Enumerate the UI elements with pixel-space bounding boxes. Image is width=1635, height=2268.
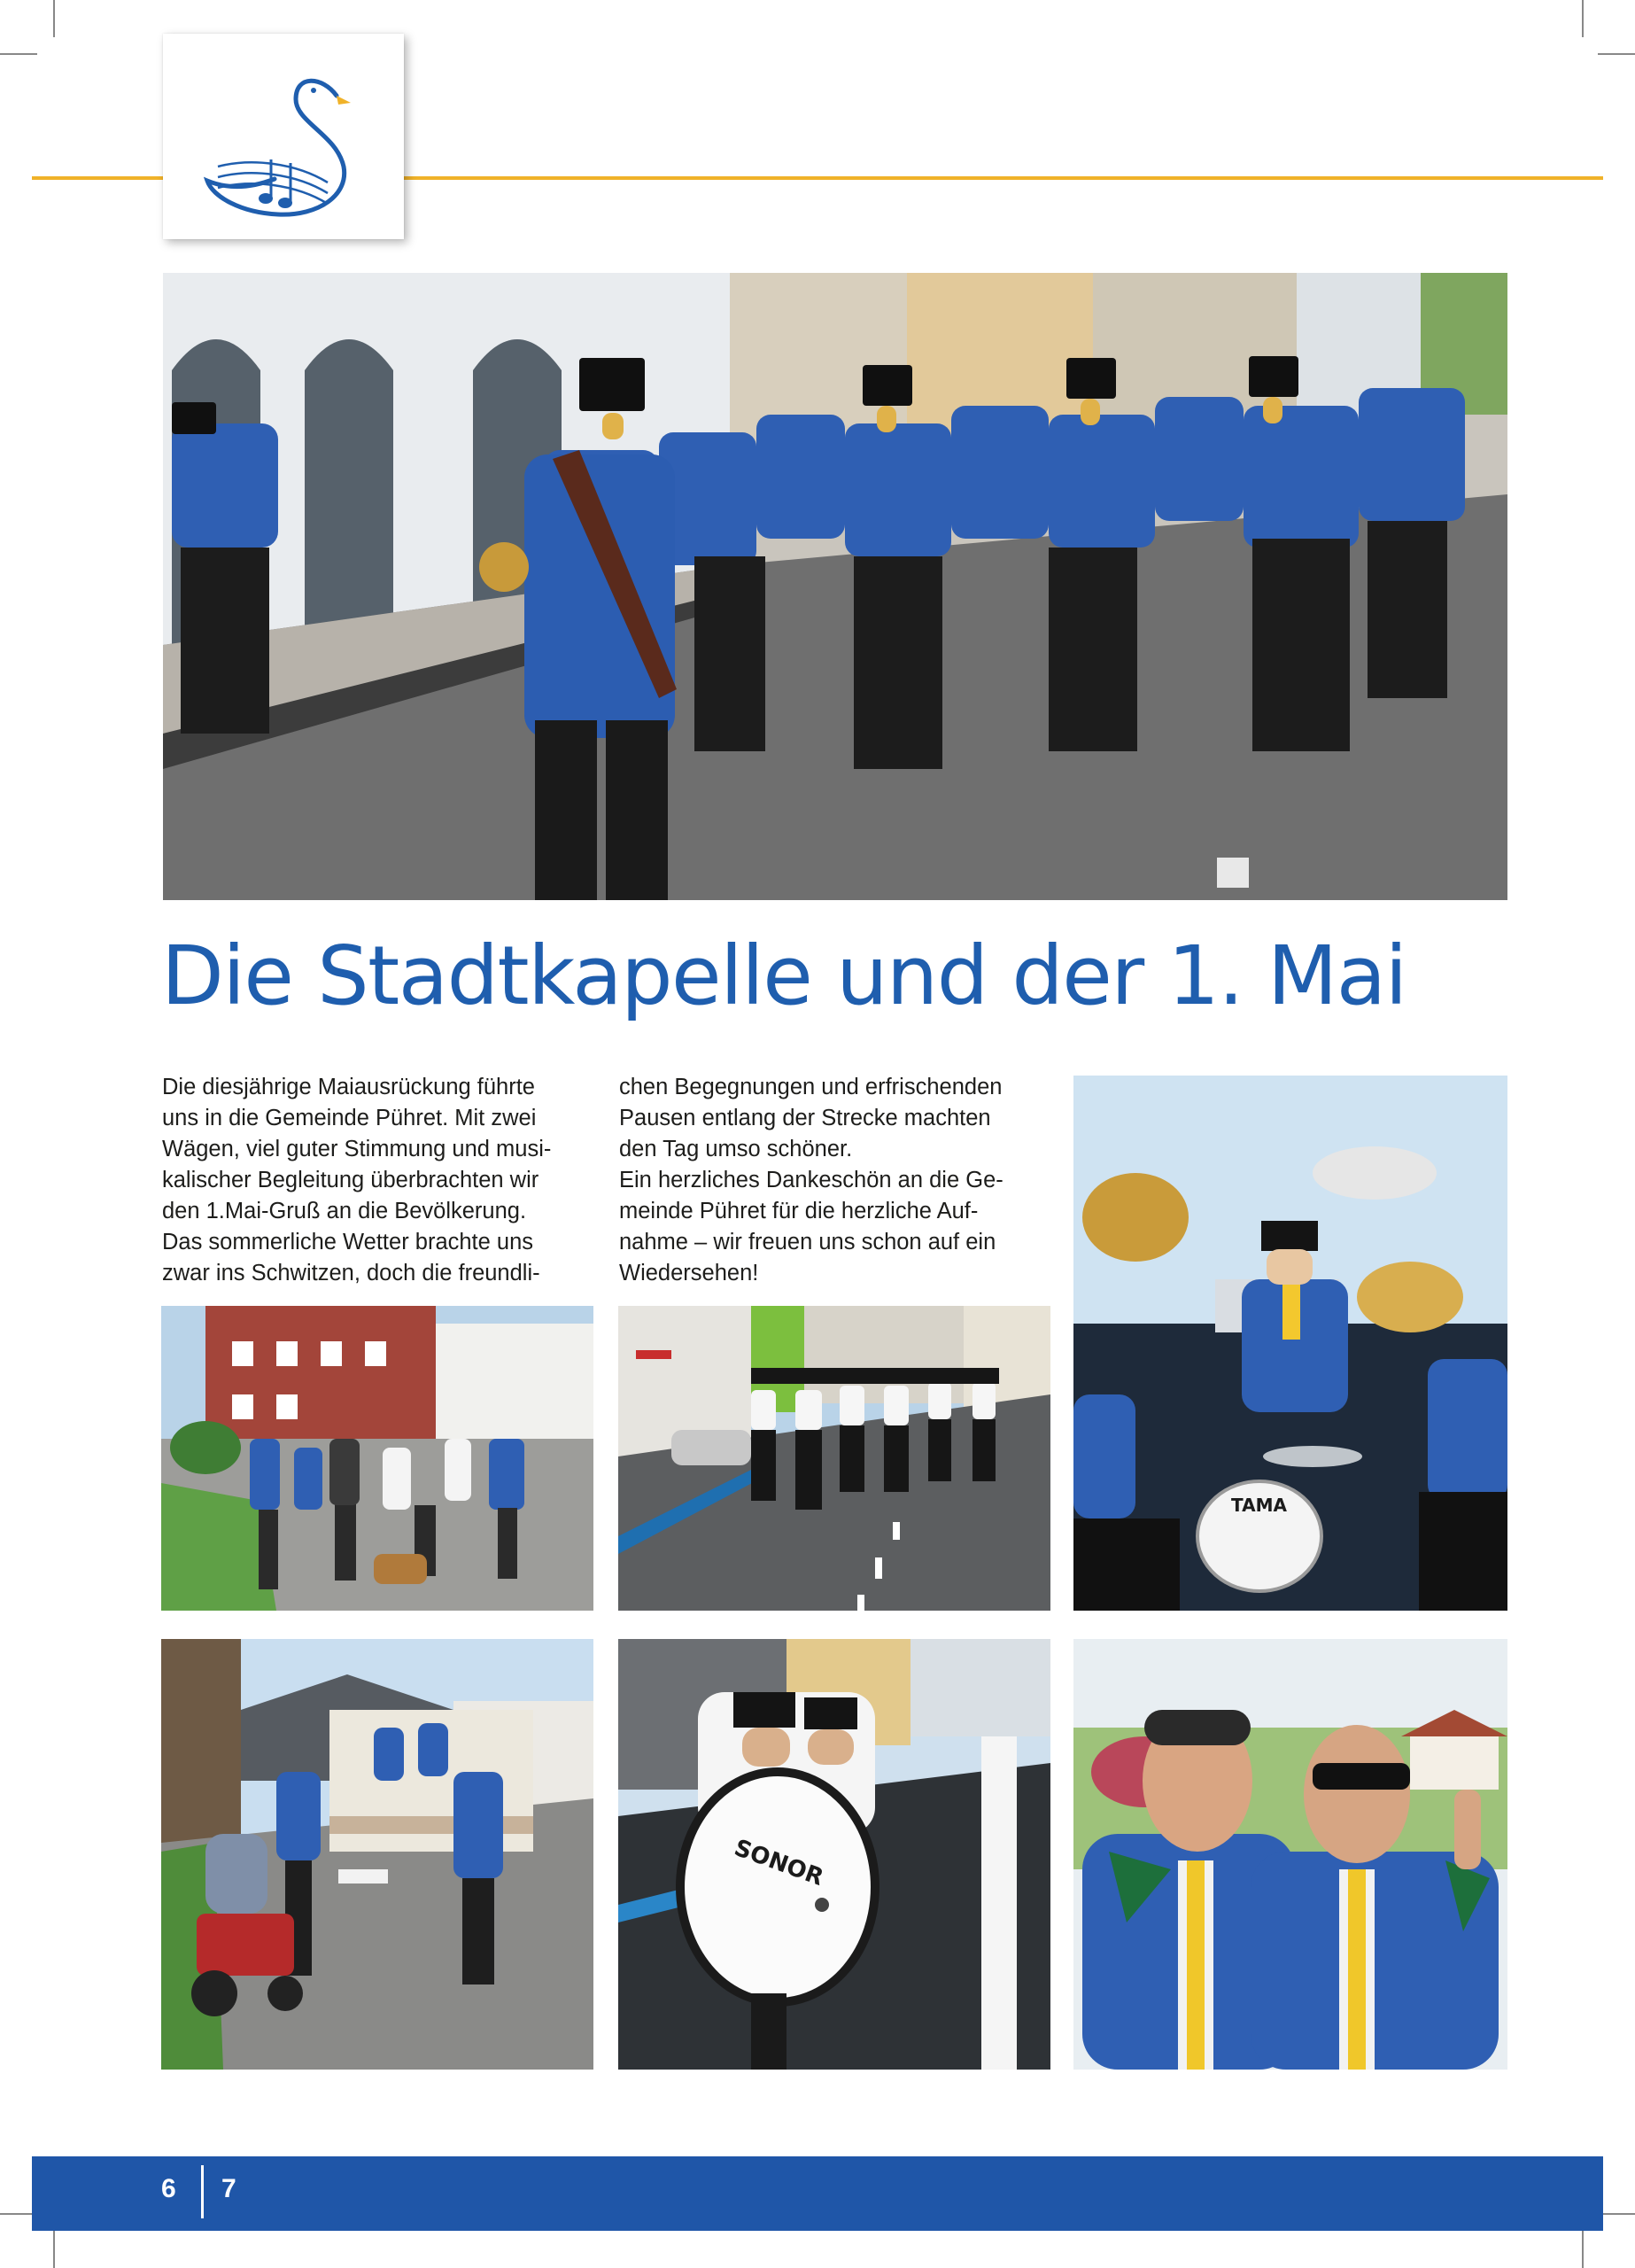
photo-bass-drum-sonor [618, 1639, 1050, 2070]
article-text-right [619, 1072, 1035, 1289]
crop-mark [53, 2231, 55, 2268]
crop-mark [53, 0, 55, 37]
text-line: Pausen entlang der Strecke machten [619, 1106, 991, 1130]
photo-two-musicians-selfie [1073, 1639, 1507, 2070]
crop-mark [1598, 53, 1635, 55]
text-line: Das sommerliche Wetter brachte uns [162, 1230, 534, 1254]
article-text-left [162, 1072, 578, 1289]
text-line: Wiedersehen! [619, 1261, 759, 1285]
crop-mark [1582, 2231, 1584, 2268]
text-line: meinde Pühret für die herzliche Auf- [619, 1199, 979, 1223]
photo-band-parade-street [618, 1306, 1050, 1611]
text-line: Ein herzliches Dankeschön an die Ge- [619, 1168, 1003, 1192]
text-line: Die diesjährige Maiausrückung führte [162, 1075, 535, 1099]
crop-mark [1582, 0, 1584, 37]
footer-bar [32, 2156, 1603, 2231]
drum-brand-sonor: SONOR [730, 1834, 827, 1891]
photo-group-at-house [161, 1306, 593, 1611]
text-line: zwar ins Schwitzen, doch die freundli- [162, 1261, 540, 1285]
swan-icon [163, 34, 404, 239]
page-number-right: 7 [221, 2174, 236, 2203]
page-number-divider [201, 2165, 204, 2218]
text-line: den Tag umso schöner. [619, 1137, 853, 1161]
article-title: Die Stadtkapelle und der 1. Mai [161, 928, 1406, 1023]
photo-drummer-tama [1073, 1076, 1507, 1611]
photo-truck-wheelchair [161, 1639, 593, 2070]
hero-photo-marching-band [163, 273, 1507, 900]
text-line: chen Begegnungen und erfrischenden [619, 1075, 1003, 1099]
page-number-left: 6 [161, 2174, 176, 2203]
swan-logo [163, 34, 404, 239]
text-line: kalischer Begleitung überbrachten wir [162, 1168, 539, 1192]
text-line: uns in die Gemeinde Pühret. Mit zwei [162, 1106, 537, 1130]
drum-brand-tama: TAMA [1231, 1495, 1287, 1516]
text-line: Wägen, viel guter Stimmung und musi- [162, 1137, 552, 1161]
text-line: den 1.Mai-Gruß an die Bevölkerung. [162, 1199, 527, 1223]
crop-mark [0, 53, 37, 55]
crop-mark [1598, 2213, 1635, 2215]
text-line: nahme – wir freuen uns schon auf ein [619, 1230, 996, 1254]
